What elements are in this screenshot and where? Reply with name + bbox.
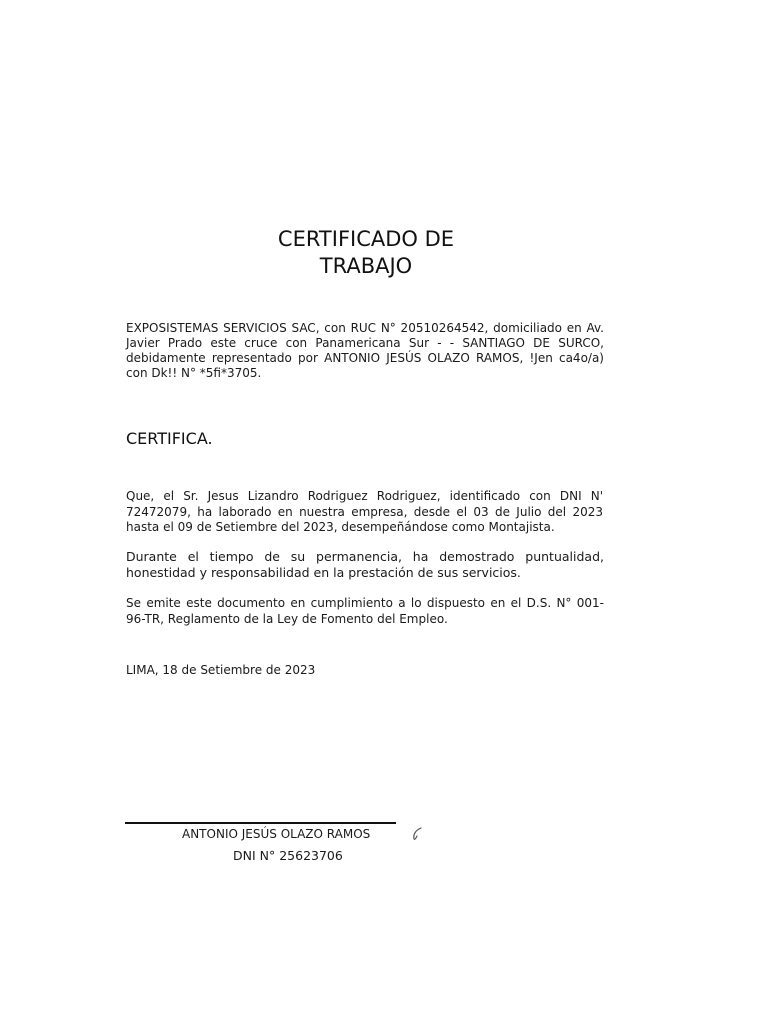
place-date: LIMA, 18 de Setiembre de 2023 [126, 663, 316, 677]
signer-dni: DNI N° 25623706 [233, 848, 343, 863]
signature-mark-icon [410, 826, 424, 842]
signature-line [125, 822, 396, 824]
legal-basis-paragraph: Se emite este documento en cumplimiento a lo dispuesto en el D.S. N° 001-96-TR, Reglamento de la Ley de Fomento del Empleo. [126, 596, 604, 626]
signer-name: ANTONIO JESÚS OLAZO RAMOS [182, 827, 371, 841]
employment-paragraph: Que, el Sr. Jesus Lizandro Rodriguez Rodriguez, identificado con DNI N' 72472079, ha laborado en nuestra empresa, desde el 03 de Julio del 2023 hasta el 09 de Setiembre del 2023, desempeñándose como Montajista. [126, 489, 603, 534]
title-line-1: CERTIFICADO DE [277, 227, 455, 251]
conduct-paragraph: Durante el tiempo de su permanencia, ha demostrado puntualidad, honestidad y responsabilidad en la prestación de sus servicios. [126, 549, 604, 580]
page-title [0, 226, 732, 280]
certifica-heading: CERTIFICA. [126, 429, 213, 448]
title-line-2: TRABAJO [319, 254, 413, 278]
intro-paragraph: EXPOSISTEMAS SERVICIOS SAC, con RUC N° 20510264542, domiciliado en Av. Javier Prado este cruce con Panamericana Sur - - SANTIAGO DE SURCO, debidamente representado por ANTONIO JESÚS OLAZO RAMOS, !Jen ca4o/a) con Dk!! N° *5fi*3705. [126, 321, 604, 380]
